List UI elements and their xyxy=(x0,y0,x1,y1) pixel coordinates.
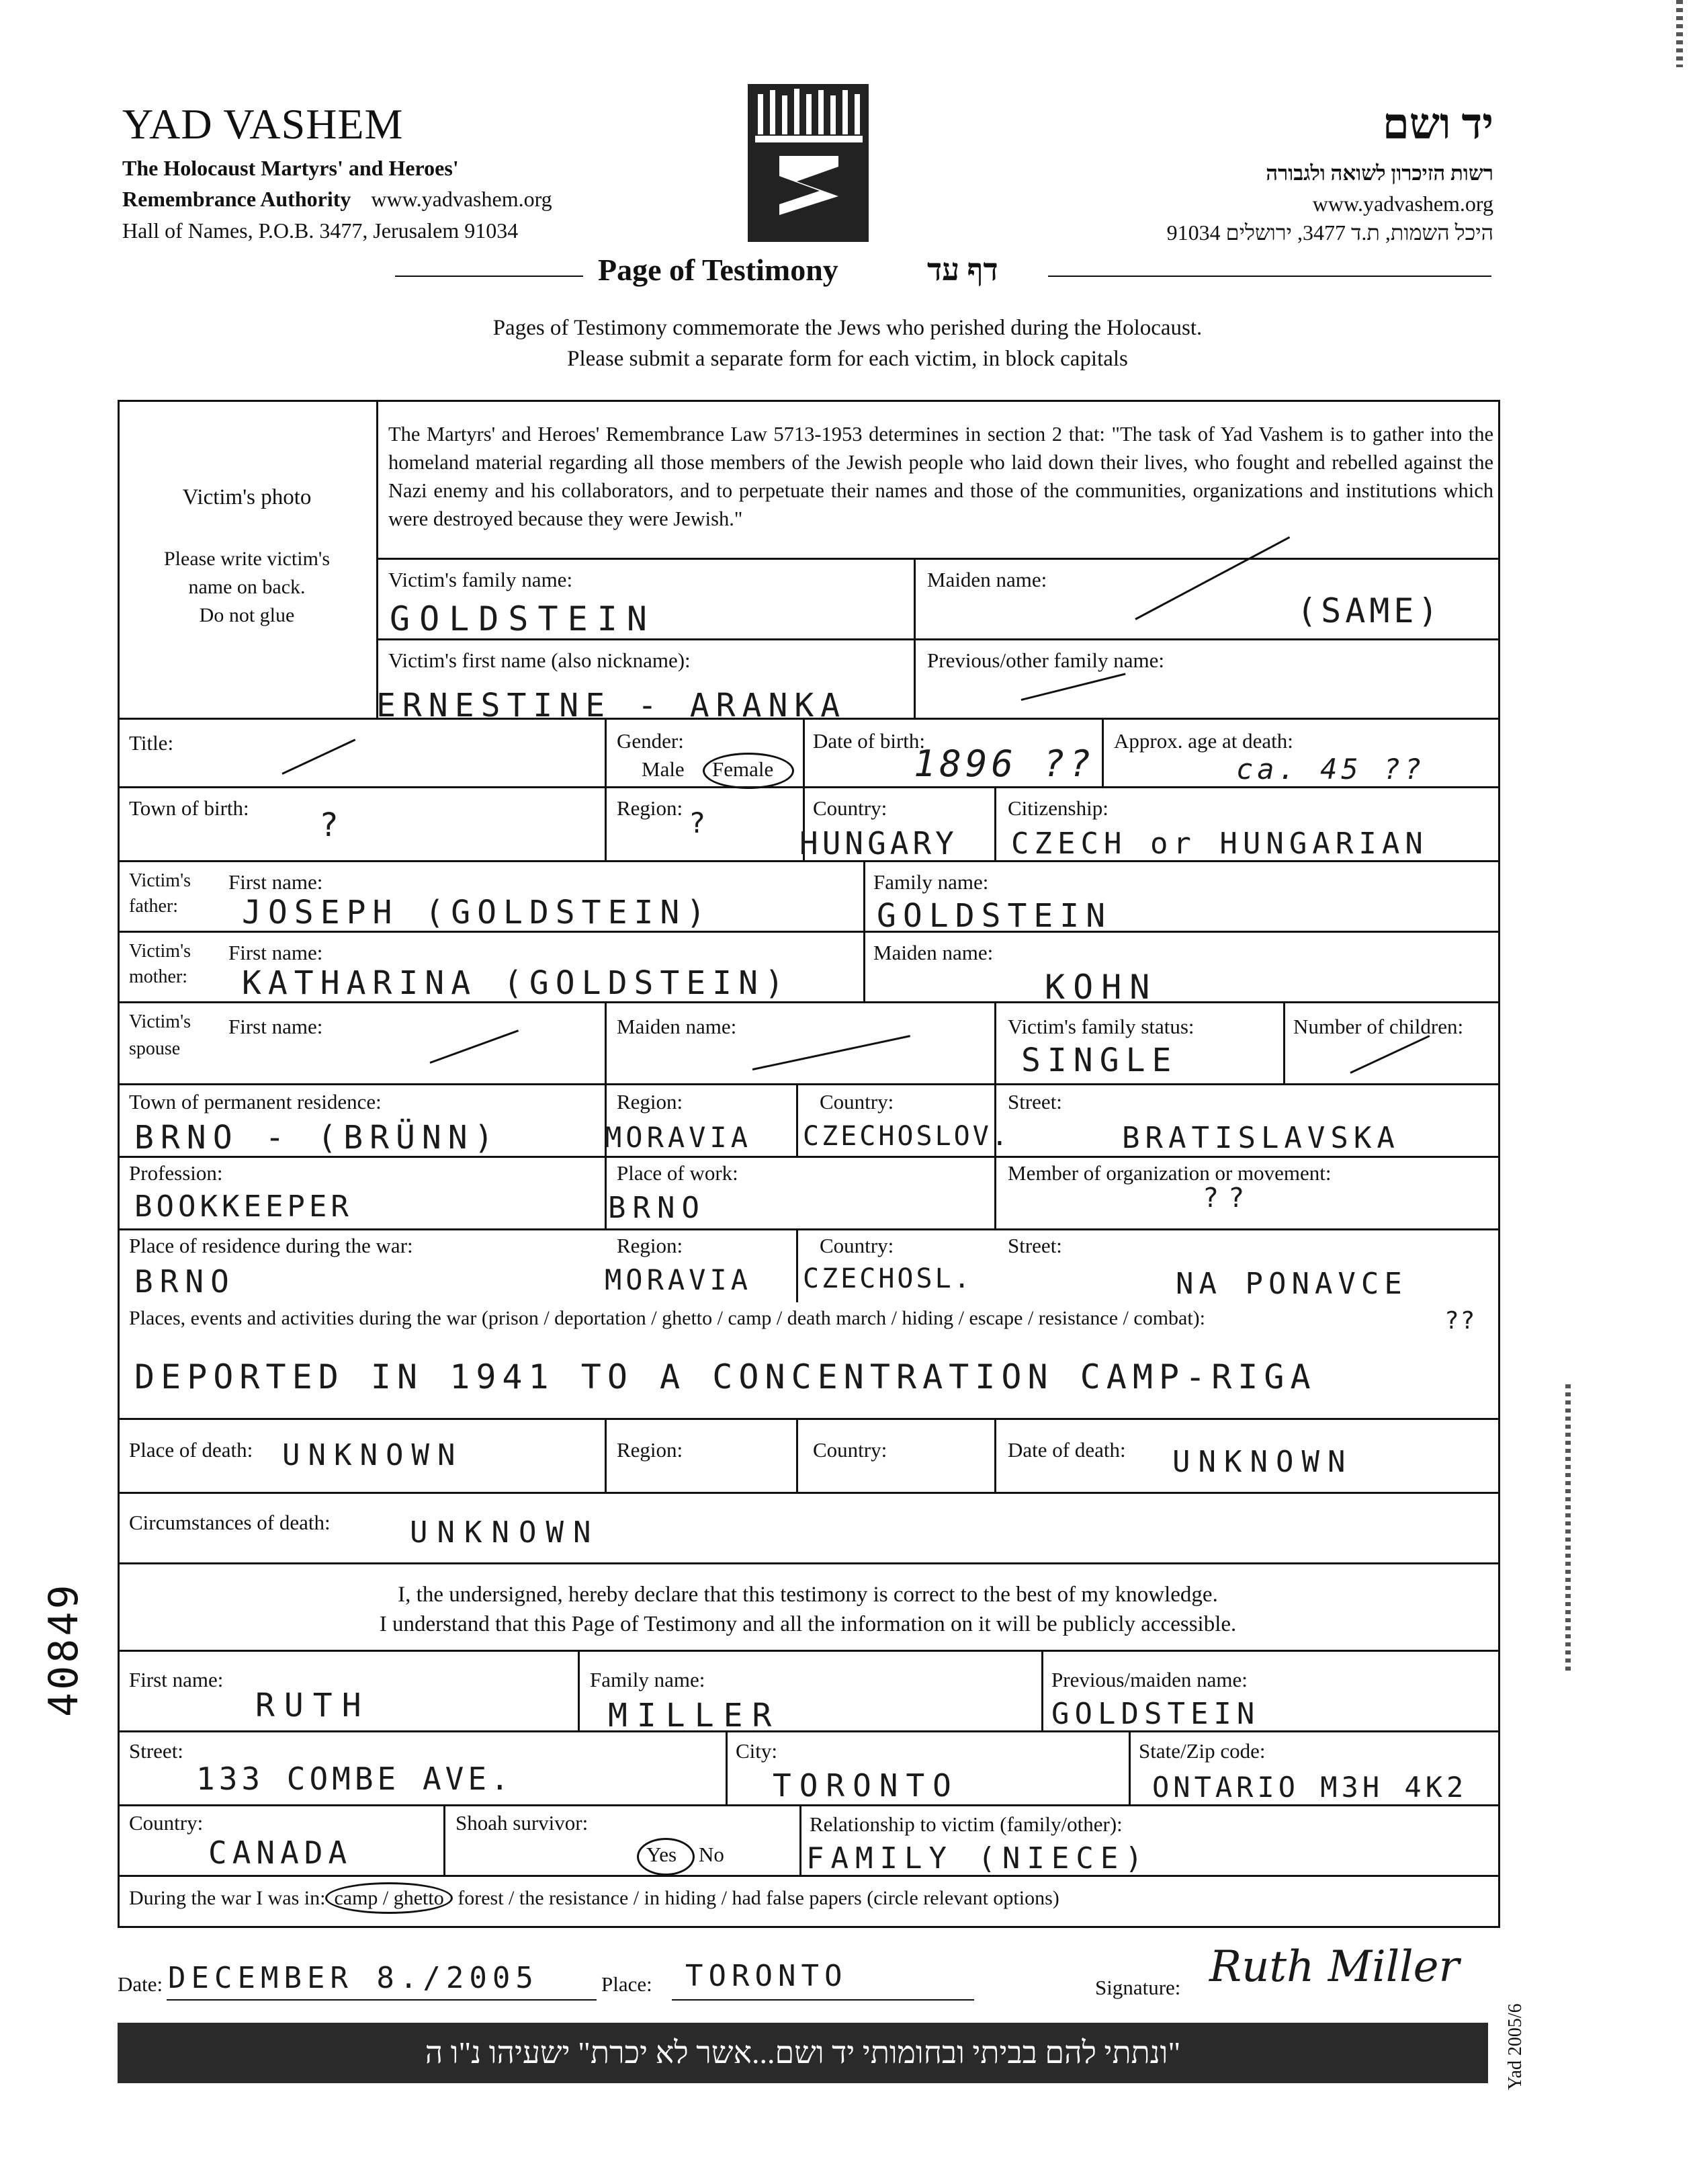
rule xyxy=(118,1804,1498,1806)
label-first-name: Victim's first name (also nickname): xyxy=(388,648,691,672)
value-region-war: MORAVIA xyxy=(605,1263,752,1296)
label-victims-father-2: father: xyxy=(129,896,179,917)
value-maiden-name: (SAME) xyxy=(1297,591,1442,630)
label-num-children: Number of children: xyxy=(1293,1015,1464,1038)
rule xyxy=(796,1228,798,1302)
rule xyxy=(1041,1650,1043,1730)
label-residence-war: Place of residence during the war: xyxy=(129,1234,413,1257)
value-circumstances: UNKNOWN xyxy=(410,1515,601,1550)
scan-artifact xyxy=(1565,1384,1571,1673)
label-country-birth: Country: xyxy=(813,796,887,820)
org-subtitle-2-text: Remembrance Authority xyxy=(122,187,351,211)
label-country-war: Country: xyxy=(820,1234,894,1257)
during-war-line xyxy=(129,1887,1059,1910)
rule xyxy=(118,786,1498,788)
rule xyxy=(796,1083,798,1157)
label-submitter-country: Country: xyxy=(129,1811,204,1835)
yad-vashem-logo-icon xyxy=(744,81,872,245)
value-submitter-prev-maiden: GOLDSTEIN xyxy=(1051,1697,1260,1731)
value-place-death: UNKNOWN xyxy=(282,1438,464,1472)
value-street-war: NA PONAVCE xyxy=(1176,1267,1407,1301)
margin-id-number: 40849 xyxy=(40,1582,87,1717)
value-region-birth: ? xyxy=(689,806,715,839)
label-date-death: Date of death: xyxy=(1008,1438,1126,1462)
rule xyxy=(118,1083,1498,1085)
value-submitter-city: TORONTO xyxy=(773,1767,959,1804)
label-places-events: Places, events and activities during the war (prison / deportation / ghetto / camp / death march / hiding / escape / resistance / combat): xyxy=(129,1307,1206,1329)
declaration-line-1: I, the undersigned, hereby declare that this testimony is correct to the best of my knowledge. xyxy=(398,1583,1218,1607)
rule xyxy=(118,1492,1498,1494)
rule xyxy=(1102,718,1104,786)
rule xyxy=(578,1650,580,1730)
during-war-suffix: forest / the resistance / in hiding / had false papers (circle relevant options) xyxy=(452,1887,1059,1909)
label-prev-family-name: Previous/other family name: xyxy=(927,648,1164,672)
rule xyxy=(443,1804,445,1875)
value-events-mark: ?? xyxy=(1444,1307,1477,1335)
label-family-status: Victim's family status: xyxy=(1008,1015,1194,1038)
label-victims-mother-1: Victim's xyxy=(129,941,191,962)
scan-artifact xyxy=(1676,0,1683,67)
label-date: Date: xyxy=(118,1972,163,1996)
label-submitter-street: Street: xyxy=(129,1739,183,1763)
label-place-work: Place of work: xyxy=(617,1161,738,1185)
label-street-residence: Street: xyxy=(1008,1090,1062,1114)
label-region-birth: Region: xyxy=(617,796,683,820)
label-submitter-first-name: First name: xyxy=(129,1668,224,1691)
label-age-death: Approx. age at death: xyxy=(1114,729,1293,753)
value-family-name: GOLDSTEIN xyxy=(390,599,656,638)
org-name-en: YAD VASHEM xyxy=(122,100,404,148)
value-town-residence: BRNO - (BRÜNN) xyxy=(134,1119,501,1157)
label-victims-spouse-1: Victim's xyxy=(129,1011,191,1032)
label-father-family-name: Family name: xyxy=(873,870,989,894)
value-signature: Ruth Miller xyxy=(1209,1942,1460,1992)
address-en: Hall of Names, P.O.B. 3477, Jerusalem 91034 xyxy=(122,218,519,243)
label-victims-spouse-2: spouse xyxy=(129,1038,181,1059)
rule xyxy=(376,638,1498,640)
label-town-residence: Town of permanent residence: xyxy=(129,1090,382,1114)
rule xyxy=(376,558,1498,560)
rule xyxy=(863,860,865,1001)
photo-note-2: name on back. xyxy=(188,576,306,598)
during-war-camp-ghetto: camp / ghetto xyxy=(325,1882,452,1914)
label-street-war: Street: xyxy=(1008,1234,1062,1257)
label-submitter-state-zip: State/Zip code: xyxy=(1139,1739,1266,1763)
label-father-first-name: First name: xyxy=(228,870,323,894)
footer-quote: "ונתתי להם בביתי ובחומותי יד ושם...אשר לא יכרת" ישעיהו נ"ו ה xyxy=(425,2035,1181,2070)
website-he: www.yadvashem.org xyxy=(1312,192,1493,216)
label-male: Male xyxy=(642,757,685,781)
value-father-first-name: JOSEPH (GOLDSTEIN) xyxy=(242,894,713,931)
value-submitter-first-name: RUTH xyxy=(255,1687,371,1724)
rule xyxy=(118,1730,1498,1732)
value-date-death: UNKNOWN xyxy=(1172,1445,1354,1479)
label-maiden-name: Maiden name: xyxy=(927,568,1047,591)
label-region-war: Region: xyxy=(617,1234,683,1257)
label-member-org: Member of organization or movement: xyxy=(1008,1161,1332,1185)
during-war-prefix: During the war I was in: xyxy=(129,1887,326,1909)
label-female: Female xyxy=(712,757,774,781)
org-name-he: יד ושם xyxy=(1382,100,1493,148)
value-submitter-street: 133 COMBE AVE. xyxy=(196,1761,513,1797)
rule xyxy=(118,1228,1498,1230)
value-place-work: BRNO xyxy=(608,1191,706,1225)
circle-mark xyxy=(637,1838,695,1876)
photo-note-3: Do not glue xyxy=(199,604,295,626)
value-relationship: FAMILY (NIECE) xyxy=(806,1841,1149,1876)
label-profession: Profession: xyxy=(129,1161,223,1185)
label-circumstances: Circumstances of death: xyxy=(129,1511,331,1534)
label-country-death: Country: xyxy=(813,1438,887,1462)
rule xyxy=(1129,1730,1131,1804)
value-country-war: CZECHOSL. xyxy=(803,1263,973,1294)
label-victims-father-1: Victim's xyxy=(129,870,191,891)
label-dob: Date of birth: xyxy=(813,729,926,753)
intro-line-1: Pages of Testimony commemorate the Jews who perished during the Holocaust. xyxy=(492,316,1203,340)
rule xyxy=(914,558,916,719)
page-title-he: דף עד xyxy=(927,253,998,287)
value-residence-war: BRNO xyxy=(134,1263,236,1300)
value-town-birth: ? xyxy=(319,806,348,844)
value-place: TORONTO xyxy=(685,1959,848,1993)
org-subtitle-1: The Holocaust Martyrs' and Heroes' xyxy=(122,156,459,180)
org-subtitle-he: רשות הזיכרון לשואה ולגבורה xyxy=(1266,161,1493,185)
label-mother-first-name: First name: xyxy=(228,941,323,964)
declaration-line-2: I understand that this Page of Testimony and all the information on it will be publicly accessible. xyxy=(379,1612,1237,1636)
label-spouse-first-name: First name: xyxy=(228,1015,323,1038)
rule xyxy=(994,1418,996,1492)
value-mother-maiden-name: KOHN xyxy=(1045,968,1158,1007)
value-mother-first-name: KATHARINA (GOLDSTEIN) xyxy=(242,964,791,1002)
value-submitter-country: CANADA xyxy=(208,1835,353,1871)
rule xyxy=(799,1804,801,1875)
value-country-birth: HUNGARY xyxy=(799,825,958,862)
label-place: Place: xyxy=(601,1972,652,1996)
value-date: DECEMBER 8./2005 xyxy=(168,1961,539,1995)
label-country-residence: Country: xyxy=(820,1090,894,1114)
rule xyxy=(994,786,996,860)
rule xyxy=(726,1730,728,1804)
label-survivor-yes: Yes xyxy=(646,1843,677,1866)
label-victims-mother-2: mother: xyxy=(129,966,188,987)
label-title: Title: xyxy=(129,731,174,755)
value-submitter-family-name: MILLER xyxy=(608,1697,781,1734)
intro-line-2: Please submit a separate form for each victim, in block capitals xyxy=(567,347,1128,371)
label-region-death: Region: xyxy=(617,1438,683,1462)
header-rule-right xyxy=(1048,276,1491,277)
label-gender: Gender: xyxy=(617,729,684,753)
value-country-residence: CZECHOSLOV. xyxy=(803,1121,1010,1152)
value-submitter-state-zip: ONTARIO M3H 4K2 xyxy=(1152,1771,1468,1804)
rule xyxy=(376,400,378,719)
value-member-org: ?? xyxy=(1203,1183,1254,1214)
value-region-residence: MORAVIA xyxy=(605,1121,752,1154)
form-code: Yad 2005/6 xyxy=(1505,2003,1526,2090)
value-profession: BOOKKEEPER xyxy=(134,1189,353,1224)
label-town-birth: Town of birth: xyxy=(129,796,249,820)
value-events: DEPORTED IN 1941 TO A CONCENTRATION CAMP-RIGA xyxy=(134,1357,1317,1396)
circle-mark xyxy=(703,753,794,789)
date-underline xyxy=(167,1999,597,2001)
label-citizenship: Citizenship: xyxy=(1008,796,1109,820)
rule xyxy=(118,1418,1498,1420)
rule xyxy=(994,1001,996,1230)
label-mother-maiden-name: Maiden name: xyxy=(873,941,994,964)
label-submitter-city: City: xyxy=(736,1739,778,1763)
value-family-status: SINGLE xyxy=(1021,1042,1178,1079)
org-subtitle-2 xyxy=(122,187,552,212)
rule xyxy=(605,1001,607,1230)
label-survivor-no: No xyxy=(699,1843,724,1866)
photo-note-1: Please write victim's xyxy=(163,548,331,570)
value-age-death: ca. 45 ?? xyxy=(1236,753,1426,786)
rule xyxy=(118,1650,1498,1652)
header-rule-left xyxy=(395,276,583,277)
value-dob: 1896 ?? xyxy=(914,743,1095,785)
value-father-family-name: GOLDSTEIN xyxy=(877,897,1113,935)
rule xyxy=(796,1418,798,1492)
label-spouse-maiden-name: Maiden name: xyxy=(617,1015,737,1038)
law-text: The Martyrs' and Heroes' Remembrance Law 5713-1953 determines in section 2 that: "The task of Yad Vashem is to gather into the homeland material regarding all those members of the Jewish people who laid down their lives, who fought and rebelled against the Nazi enemy and his collaborators, and to perpetuate their names and those of the communities, organizations and institutions which were destroyed because they were Jewish." xyxy=(388,423,1493,530)
rule xyxy=(605,1418,607,1492)
label-submitter-family-name: Family name: xyxy=(590,1668,705,1691)
rule xyxy=(1283,1001,1285,1083)
rule xyxy=(118,1562,1498,1564)
rule xyxy=(605,718,607,860)
label-submitter-prev-maiden: Previous/maiden name: xyxy=(1051,1668,1248,1691)
label-relationship: Relationship to victim (family/other): xyxy=(810,1812,1123,1836)
place-underline xyxy=(672,1999,974,2001)
value-citizenship: CZECH or HUNGARIAN xyxy=(1011,827,1428,861)
value-street-residence: BRATISLAVSKA xyxy=(1122,1121,1400,1155)
footer-quote-band xyxy=(118,2023,1488,2083)
label-place-death: Place of death: xyxy=(129,1438,253,1462)
label-shoah-survivor: Shoah survivor: xyxy=(455,1811,589,1835)
value-first-name: ERNESTINE - ARANKA xyxy=(376,687,847,724)
yad-vashem-logo xyxy=(744,81,872,245)
page-title: Page of Testimony xyxy=(598,253,838,287)
label-signature: Signature: xyxy=(1095,1976,1181,1999)
photo-box-title: Victim's photo xyxy=(182,485,312,509)
label-region-residence: Region: xyxy=(617,1090,683,1114)
website-en: www.yadvashem.org xyxy=(371,187,552,211)
address-he: היכל השמות, ת.ד 3477, ירושלים 91034 xyxy=(1166,220,1493,245)
label-family-name: Victim's family name: xyxy=(388,568,573,591)
